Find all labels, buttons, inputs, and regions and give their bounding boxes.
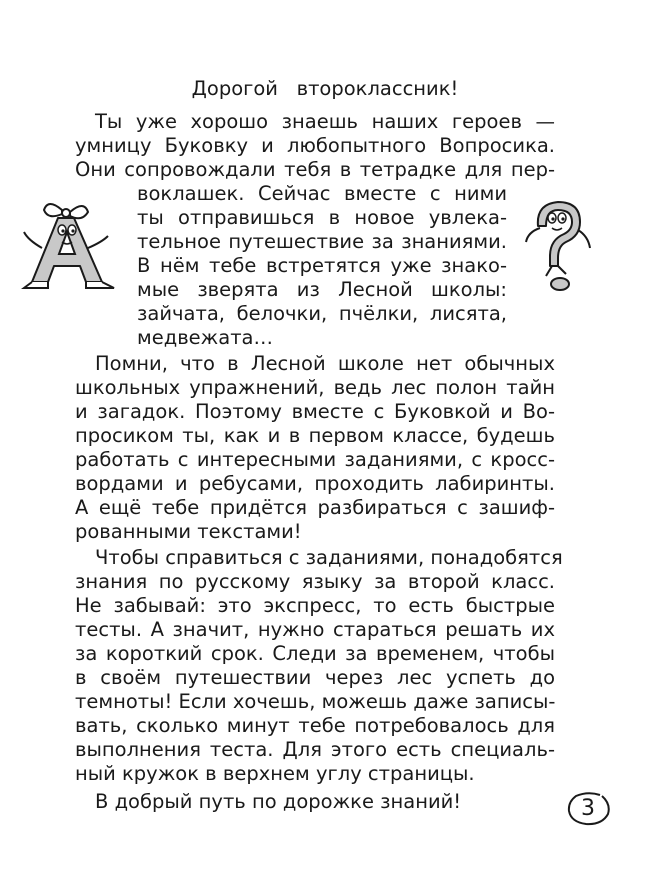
text-line: зайчата, белочки, пчёлки, лисята, [137,302,507,325]
page-title: Дорогой второклассник! [191,77,459,100]
text-line: вордами и ребусами, проходить лабиринты. [75,472,555,495]
text-line: и загадок. Поэтому вместе с Буковкой и Во- [75,400,555,423]
page-number-text: 3 [581,796,595,821]
page-number [566,790,612,828]
text-line: Они сопровождали тебя в тетрадке для пер- [75,158,555,181]
voprosik-question-mark-icon [516,196,596,296]
text-line: знания по русскому языку за второй класс. [75,570,555,593]
text-line: В нём тебе встретятся уже знако- [137,254,507,277]
text-line: рованными текстами! [75,520,302,543]
text-line: мые зверята из Лесной школы: [137,278,507,301]
text-line: просиком ты, как и в первом классе, будешь [75,424,555,447]
text-line: А ещё тебе придётся разбираться с зашиф- [75,496,555,519]
text-line: тельное путешествие за знаниями. [137,230,507,253]
text-line: медвежата… [137,326,274,349]
text-line: темноты! Если хочешь, можешь даже записы- [75,690,556,713]
text-line: в своём путешествии через лес успеть до [75,666,555,689]
text-line: Не забывай: это экспресс, то есть быстрые [75,594,555,617]
text-line: Помни, что в Лесной школе нет обычных [95,352,555,375]
text-line: В добрый путь по дорожке знаний! [95,790,462,813]
text-line: вать, сколько минут тебе потребовалось для [75,714,555,737]
bukovka-letter-a-icon [18,196,130,296]
text-line: Чтобы справиться с заданиями, понадобятся [95,546,563,569]
text-line: выполнения теста. Для этого есть специаль- [75,738,555,761]
text-line: тесты. А значит, нужно стараться решать их [75,618,555,641]
text-line: Ты уже хорошо знаешь наших героев — [95,110,555,133]
text-line: ный кружок в верхнем углу страницы. [75,762,475,785]
text-line: школьных упражнений, ведь лес полон тайн [75,376,555,399]
text-line: ты отправишься в новое увлека- [137,206,507,229]
text-line: за короткий срок. Следи за временем, чтобы [75,642,555,665]
text-line: воклашек. Сейчас вместе с ними [137,182,507,205]
text-line: работать с интересными заданиями, с кросс- [75,448,555,471]
text-line: умницу Буковку и любопытного Вопросика. [75,134,555,157]
